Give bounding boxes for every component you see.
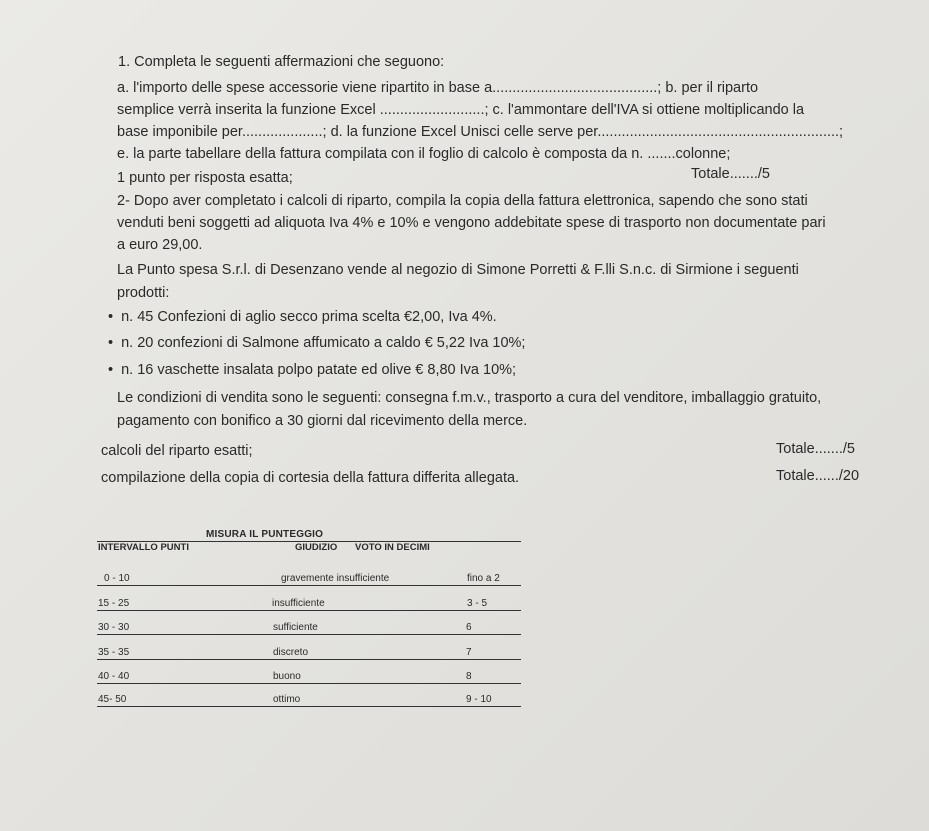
q1-total: Totale......./5: [691, 166, 770, 182]
score-range: 30 - 30: [98, 622, 130, 633]
q2-line1: 2- Dopo aver completato i calcoli di riparto, compila la copia della fattura elettronica, sapendo che sono stati: [117, 193, 808, 209]
row-rule: [97, 706, 521, 707]
score-vote: 8: [466, 671, 472, 682]
score-range: 15 - 25: [98, 598, 130, 609]
score-judgement: ottimo: [273, 694, 301, 705]
row-rule: [97, 610, 521, 611]
conditions-line2: pagamento con bonifico a 30 giorni dal ricevimento della merce.: [117, 413, 528, 429]
row-rule: [97, 683, 521, 684]
product-item: • n. 45 Confezioni di aglio secco prima scelta €2,00, Iva 4%.: [108, 309, 497, 325]
score-range: 35 - 35: [98, 647, 130, 658]
score-vote: 6: [466, 622, 472, 633]
col-judgement: GIUDIZIO: [295, 542, 338, 553]
copy-total: Totale....../20: [776, 468, 860, 484]
product-item: • n. 20 confezioni di Salmone affumicato a caldo € 5,22 Iva 10%;: [108, 335, 525, 351]
product-item: • n. 16 vaschette insalata polpo patate ed olive € 8,80 Iva 10%;: [108, 362, 516, 378]
scoring-title: MISURA IL PUNTEGGIO: [206, 529, 324, 540]
col-vote: VOTO IN DECIMI: [355, 542, 430, 553]
score-range: 40 - 40: [98, 671, 130, 682]
q1-line-a: a. l'importo delle spese accessorie viene ripartito in base a.........................................; b. per il riparto: [117, 80, 759, 96]
score-judgement: discreto: [273, 647, 309, 658]
score-judgement: buono: [273, 671, 301, 682]
score-range: 45- 50: [98, 694, 127, 705]
score-judgement: sufficiente: [273, 622, 318, 633]
copy-label: compilazione della copia di cortesia della fattura differita allegata.: [101, 470, 520, 486]
q2-line3: a euro 29,00.: [117, 237, 203, 253]
score-vote: fino a 2: [467, 573, 500, 584]
q2-line2: venduti beni soggetti ad aliquota Iva 4% e 10% e vengono addebitate spese di trasporto non documentate pari: [117, 215, 826, 231]
score-judgement: insufficiente: [272, 598, 325, 609]
q2-intro1: La Punto spesa S.r.l. di Desenzano vende al negozio di Simone Porretti & F.lli S.n.c. di Sirmione i seguenti: [117, 262, 799, 278]
q2-intro2: prodotti:: [117, 285, 170, 301]
calc-total: Totale......./5: [776, 441, 855, 457]
q1-points: 1 punto per risposta esatta;: [117, 170, 293, 186]
score-vote: 7: [466, 647, 472, 658]
row-rule: [97, 585, 521, 586]
score-vote: 3 - 5: [467, 598, 488, 609]
row-rule: [97, 659, 521, 660]
col-interval: INTERVALLO PUNTI: [98, 542, 189, 553]
q1-title: 1. Completa le seguenti affermazioni che seguono:: [118, 54, 445, 70]
score-vote: 9 - 10: [466, 694, 492, 705]
q1-line-b: semplice verrà inserita la funzione Excel ..........................; c. l'ammontare dell'IVA si ottiene moltiplicando la: [117, 102, 805, 118]
row-rule: [97, 634, 521, 635]
q1-line-c: base imponibile per....................; d. la funzione Excel Unisci celle serve per............................................................;: [117, 124, 844, 140]
score-judgement: gravemente insufficiente: [281, 573, 390, 584]
q1-line-e: e. la parte tabellare della fattura compilata con il foglio di calcolo è composta da n. .......colonne;: [117, 146, 731, 162]
score-range: 0 - 10: [104, 573, 130, 584]
calc-label: calcoli del riparto esatti;: [101, 443, 253, 459]
conditions-line1: Le condizioni di vendita sono le seguenti: consegna f.m.v., trasporto a cura del venditore, imballaggio gratuito,: [117, 390, 822, 406]
